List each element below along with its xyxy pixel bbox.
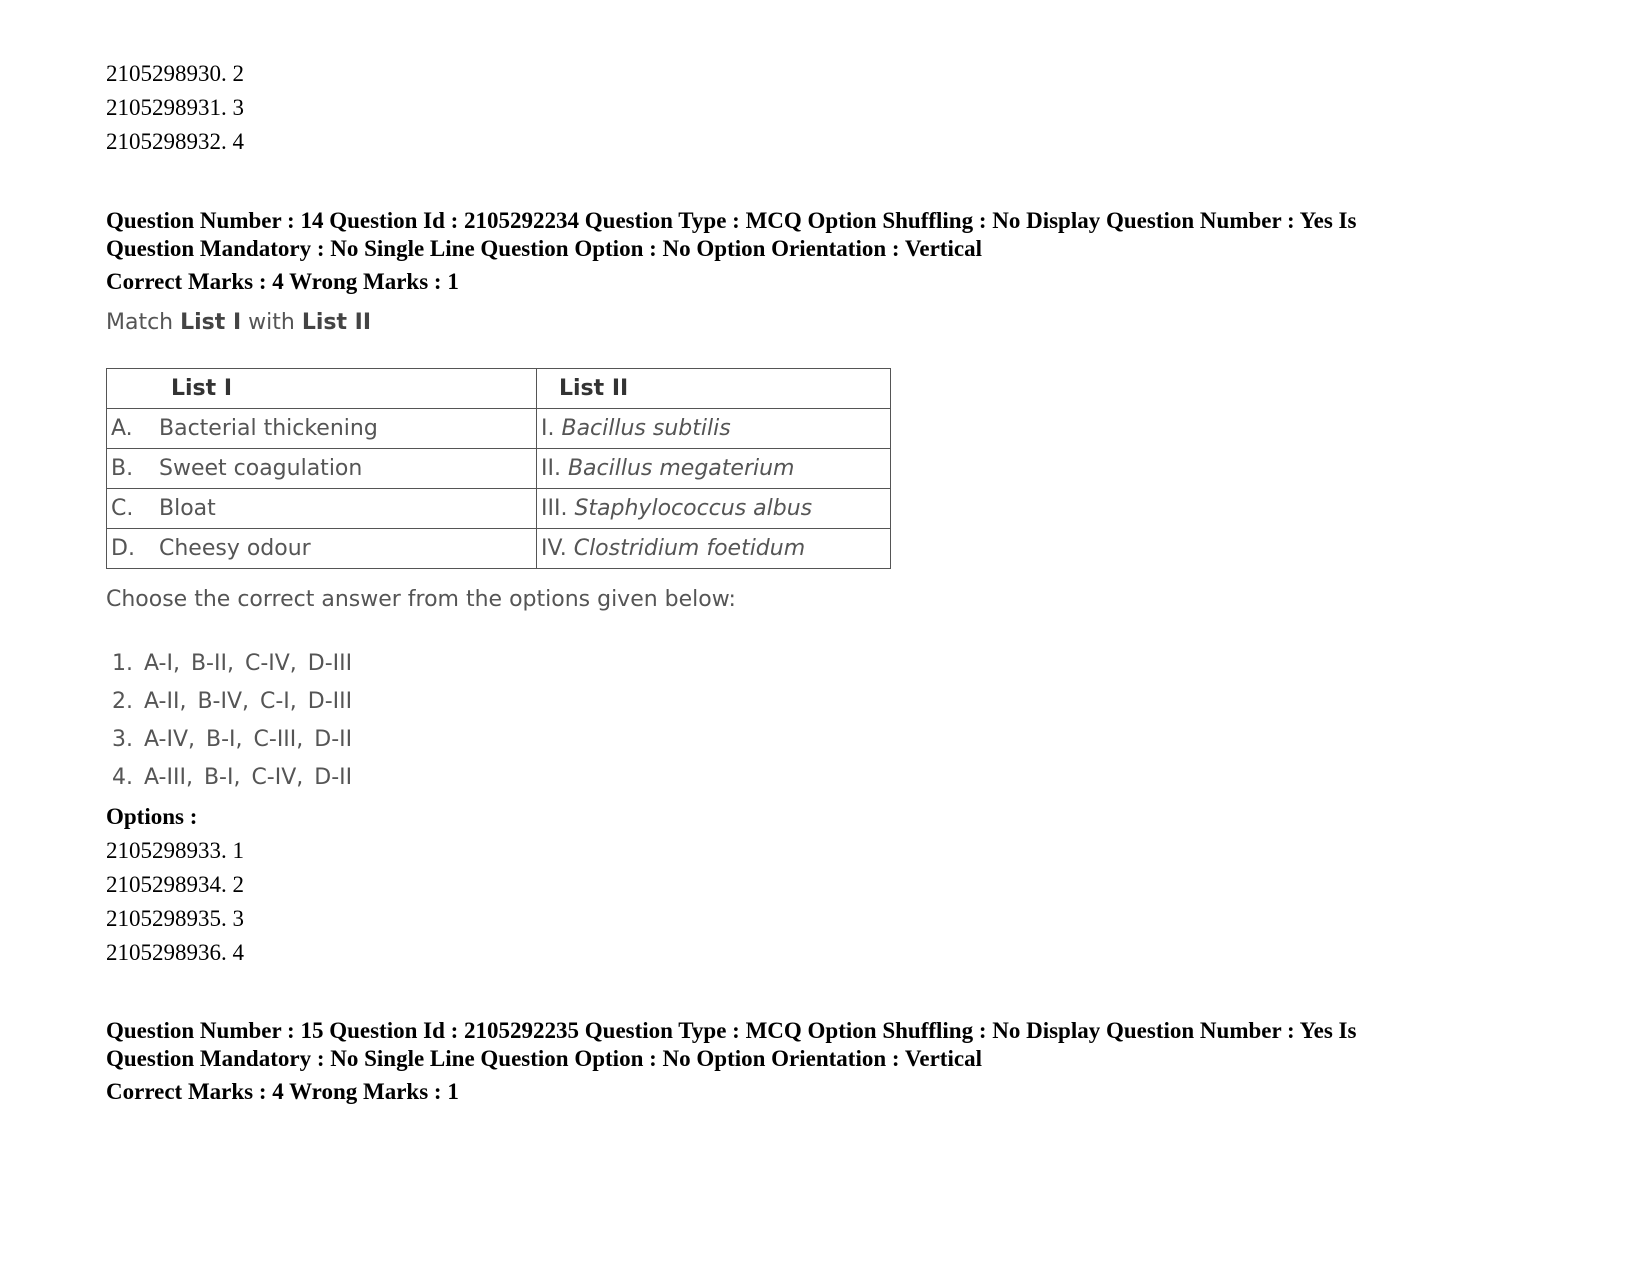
list1-cell [107,409,537,449]
q14-meta-line1: Question Number : 14 Question Id : 2105292234 Question Type : MCQ Option Shuffling : No Display Question Number : Yes Is [106,208,1357,233]
table-row [107,529,891,569]
row-organism: Staphylococcus albus [574,496,813,521]
q14-choose-text: Choose the correct answer from the options given below: [106,587,736,612]
table-row [107,489,891,529]
row-item: Cheesy odour [159,536,311,561]
table-header-row [107,369,891,409]
list2-cell [537,489,891,529]
option-line: 2105298933. 1 [106,838,244,863]
option-line: 2105298932. 4 [106,129,244,154]
row-organism: Bacillus subtilis [561,416,731,441]
q14-match-intro [106,310,371,335]
row-organism: Bacillus megaterium [567,456,795,481]
q14-options-label: Options : [106,804,198,829]
option-line: 2105298934. 2 [106,872,244,897]
option-line: 2105298931. 3 [106,95,244,120]
table-row [107,409,891,449]
list2-cell [537,409,891,449]
q14-meta [106,207,1546,263]
answer-choice: 4. A-III, B-I, C-IV, D-II [112,765,353,790]
intro-list1: List I [180,310,242,335]
match-table [106,368,891,569]
option-line: 2105298936. 4 [106,940,244,965]
row-letter: C. [111,496,134,521]
list1-cell [107,449,537,489]
answer-choice: 3. A-IV, B-I, C-III, D-II [112,727,353,752]
list1-cell [107,529,537,569]
option-line: 2105298935. 3 [106,906,244,931]
row-letter: A. [111,416,133,441]
list2-cell [537,529,891,569]
row-num: III. [541,496,575,521]
row-letter: D. [111,536,135,561]
table-row [107,449,891,489]
header-list-2: List II [537,369,891,409]
answer-choice: 2. A-II, B-IV, C-I, D-III [112,689,353,714]
q15-marks: Correct Marks : 4 Wrong Marks : 1 [106,1079,459,1104]
q14-marks: Correct Marks : 4 Wrong Marks : 1 [106,269,459,294]
intro-prefix: Match [106,310,181,335]
option-line: 2105298930. 2 [106,61,244,86]
answer-choice: 1. A-I, B-II, C-IV, D-III [112,651,353,676]
list1-cell [107,489,537,529]
intro-list2: List II [301,310,372,335]
row-num: II. [541,456,568,481]
header-list-1: List I [107,369,537,409]
q14-meta-line2: Question Mandatory : No Single Line Question Option : No Option Orientation : Vertical [106,236,982,261]
q15-meta-line1: Question Number : 15 Question Id : 2105292235 Question Type : MCQ Option Shuffling : No Display Question Number : Yes Is [106,1018,1357,1043]
intro-with: with [241,310,302,335]
row-letter: B. [111,456,134,481]
q15-meta [106,1017,1546,1073]
row-num: IV. [541,536,574,561]
row-organism: Clostridium foetidum [573,536,806,561]
row-item: Bloat [159,496,216,521]
list2-cell [537,449,891,489]
row-item: Sweet coagulation [159,456,363,481]
row-num: I. [541,416,562,441]
row-item: Bacterial thickening [159,416,378,441]
q15-meta-line2: Question Mandatory : No Single Line Question Option : No Option Orientation : Vertical [106,1046,982,1071]
